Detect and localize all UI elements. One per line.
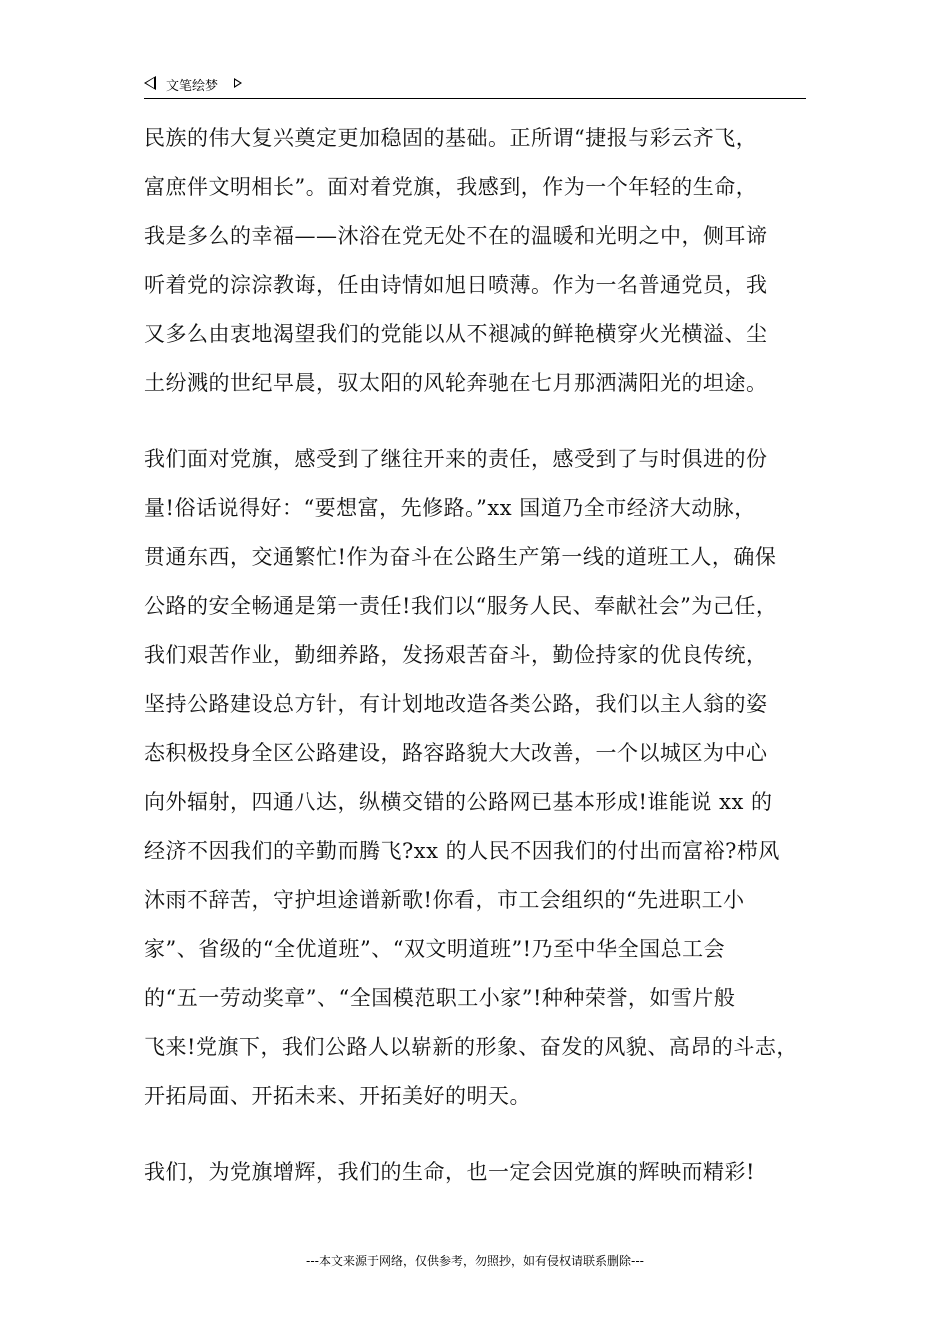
document-body (144, 128, 809, 1211)
text-line: 公路的安全畅通是第一责任!我们以“服务人民、奉献社会”为己任， (144, 594, 778, 618)
text-line: 民族的伟大复兴奠定更加稳固的基础。正所谓“捷报与彩云齐飞， (144, 126, 758, 150)
paragraph (144, 449, 809, 1135)
text-line: 向外辐射，四通八达，纵横交错的公路网已基本形成!谁能说 xx 的 (144, 790, 773, 814)
text-line: 我们，为党旗增辉，我们的生命，也一定会因党旗的辉映而精彩! (144, 1160, 755, 1184)
text-line: 我们面对党旗，感受到了继往开来的责任，感受到了与时俱进的份 (144, 447, 768, 471)
page-footer: ---本文来源于网络，仅供参考，勿照抄，如有侵权请联系删除--- (306, 1254, 644, 1268)
text-line: 土纷溅的世纪早晨，驭太阳的风轮奔驰在七月那洒满阳光的坦途。 (144, 371, 768, 395)
text-line: 态积极投身全区公路建设，路容路貌大大改善，一个以城区为中心 (144, 741, 768, 765)
text-line: 听着党的淙淙教诲，任由诗情如旭日喷薄。作为一名普通党员，我 (144, 273, 768, 297)
text-line: 飞来!党旗下，我们公路人以崭新的形象、奋发的风貌、高昂的斗志， (144, 1035, 798, 1059)
text-line: 我们艰苦作业，勤细养路，发扬艰苦奋斗，勤俭持家的优良传统， (144, 643, 768, 667)
left-triangle-icon (144, 76, 156, 90)
header-brand: 文笔绘梦 (166, 79, 219, 94)
paragraph (144, 128, 809, 422)
text-line: 的“五一劳动奖章”、“全国模范职工小家”!种种荣誉，如雪片般 (144, 986, 736, 1010)
text-line: 开拓局面、开拓未来、开拓美好的明天。 (144, 1084, 531, 1108)
text-line: 我是多么的幸福——沐浴在党无处不在的温暖和光明之中，侧耳谛 (144, 224, 768, 248)
paragraph-gap (144, 1135, 809, 1162)
paragraph (144, 1162, 809, 1211)
text-line: 家”、省级的“全优道班”、“双文明道班”!乃至中华全国总工会 (144, 937, 726, 961)
right-triangle-icon (234, 78, 242, 88)
paragraph-gap (144, 422, 809, 449)
text-line: 坚持公路建设总方针，有计划地改造各类公路，我们以主人翁的姿 (144, 692, 768, 716)
text-line: 量!俗话说得好：“要想富，先修路。”xx 国道乃全市经济大动脉， (144, 496, 756, 520)
page-header (144, 74, 806, 99)
text-line: 富庶伴文明相长”。面对着党旗，我感到，作为一个年轻的生命， (144, 175, 758, 199)
text-line: 沐雨不辞苦，守护坦途谱新歌!你看，市工会组织的“先进职工小 (144, 888, 745, 912)
text-line: 经济不因我们的辛勤而腾飞?xx 的人民不因我们的付出而富裕?栉风 (144, 839, 780, 863)
text-line: 又多么由衷地渴望我们的党能以从不褪减的鲜艳横穿火光横溢、尘 (144, 322, 768, 346)
text-line: 贯通东西，交通繁忙!作为奋斗在公路生产第一线的道班工人，确保 (144, 545, 777, 569)
